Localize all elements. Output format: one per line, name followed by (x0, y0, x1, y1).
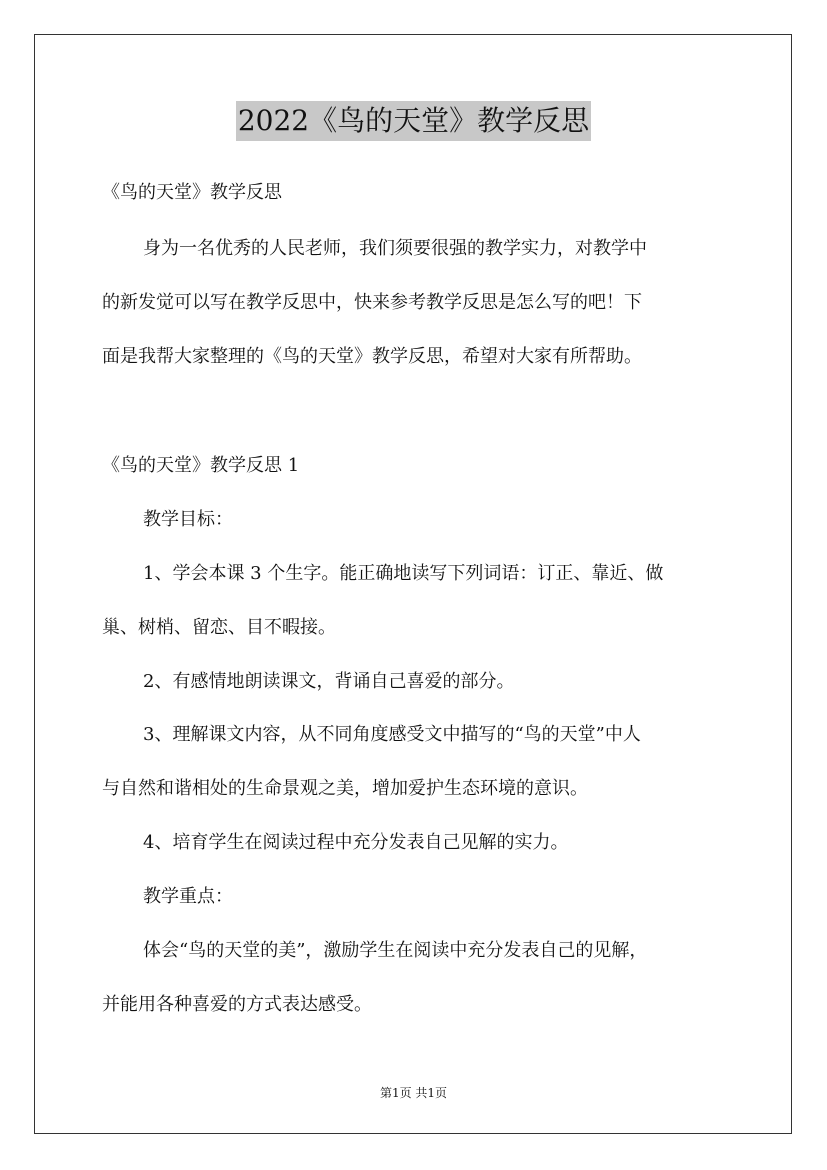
paragraph-line: 3、理解课文内容，从不同角度感受文中描写的“鸟的天堂”中人 (143, 724, 641, 745)
paragraph-line: 体会“鸟的天堂的美”，激励学生在阅读中充分发表自己的见解， (143, 940, 648, 961)
doc-title: 2022《鸟的天堂》教学反思 (236, 101, 591, 141)
paragraph-line: 教学目标： (143, 509, 233, 530)
paragraph-line: 与自然和谐相处的生命景观之美，增加爱护生态环境的意识。 (102, 778, 588, 799)
paragraph-line: 1、学会本课 3 个生字。能正确地读写下列词语：订正、靠近、做 (143, 563, 664, 584)
paragraph-line: 并能用各种喜爱的方式表达感受。 (102, 994, 372, 1015)
section-heading: 《鸟的天堂》教学反思 (102, 182, 282, 203)
page-footer: 第1页 共1页 (379, 1086, 448, 1100)
paragraph-line: 的新发觉可以写在教学反思中，快来参考教学反思是怎么写的吧！下 (102, 292, 642, 313)
paragraph-line: 面是我帮大家整理的《鸟的天堂》教学反思，希望对大家有所帮助。 (102, 346, 642, 367)
paragraph-line: 身为一名优秀的人民老师，我们须要很强的教学实力，对教学中 (143, 238, 647, 259)
paragraph-line: 4、培育学生在阅读过程中充分发表自己见解的实力。 (143, 832, 569, 853)
title-container (0, 101, 827, 141)
paragraph-line: 2、有感情地朗读课文，背诵自己喜爱的部分。 (143, 671, 515, 692)
section-heading: 《鸟的天堂》教学反思 1 (102, 455, 300, 476)
paragraph-line: 巢、树梢、留恋、目不暇接。 (102, 617, 336, 638)
paragraph-line: 教学重点： (143, 886, 233, 907)
